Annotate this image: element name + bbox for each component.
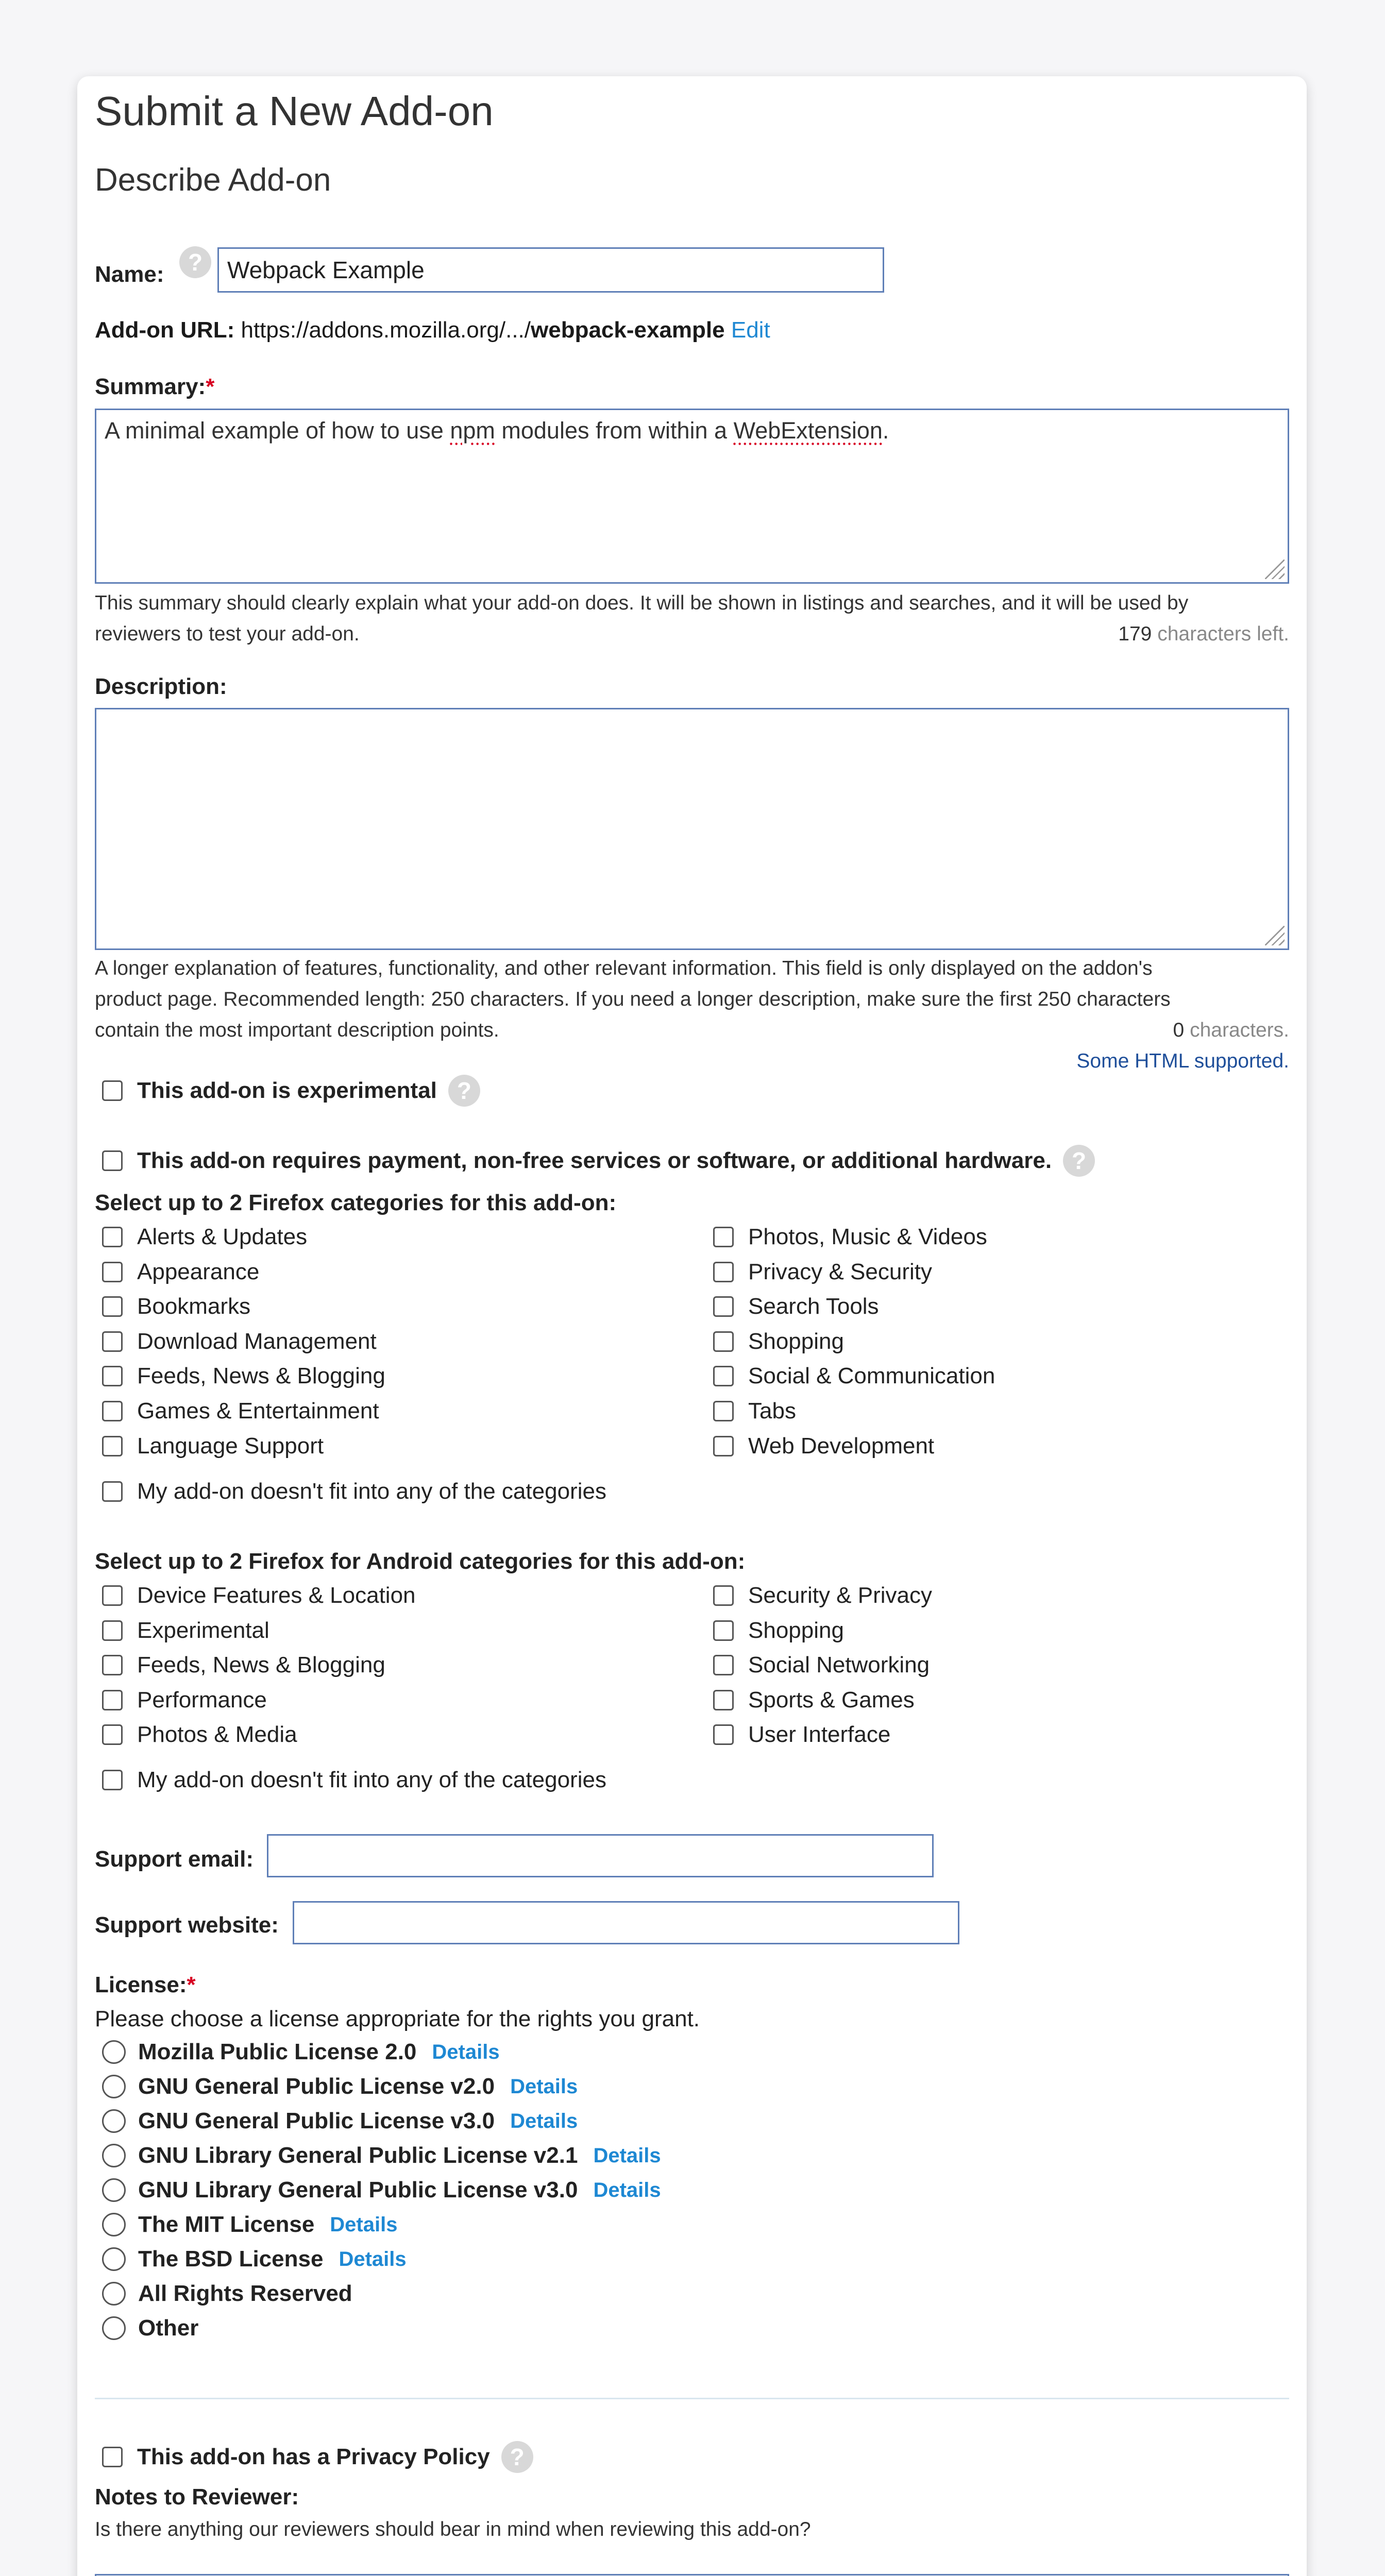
support-website-input[interactable] [293,1901,959,1944]
category-checkbox[interactable] [102,1655,123,1675]
category-label: Performance [137,1687,267,1713]
license-option[interactable] [102,2246,407,2272]
category-checkbox[interactable] [102,1585,123,1606]
firefox-category-row[interactable] [713,1363,995,1389]
category-checkbox[interactable] [713,1620,734,1641]
description-char-count [1173,1015,1289,1046]
license-details-link[interactable]: Details [432,2040,500,2063]
license-radio[interactable] [102,2109,126,2133]
summary-help-line: reviewers to test your add-on. [95,623,360,645]
description-help-text [95,953,1289,1077]
summary-char-count [1118,619,1289,650]
category-checkbox[interactable] [713,1436,734,1456]
addon-url-label: Add-on URL: [95,317,235,343]
license-label: Mozilla Public License 2.0 [138,2039,417,2064]
category-checkbox[interactable] [713,1724,734,1745]
license-label: All Rights Reserved [138,2281,352,2306]
category-label: Privacy & Security [748,1259,932,1284]
license-label: GNU General Public License v3.0 [138,2108,495,2133]
payment-label: This add-on requires payment, non-free services or software, or additional hardware. [137,1148,1052,1173]
category-checkbox[interactable] [102,1770,123,1790]
description-count-value: 0 [1173,1019,1185,1041]
android-category-none[interactable] [102,1767,606,1793]
category-checkbox[interactable] [713,1690,734,1710]
license-label: License: [95,1972,187,1997]
license-radio[interactable] [102,2282,126,2306]
category-checkbox[interactable] [713,1366,734,1386]
payment-checkbox[interactable] [102,1150,123,1171]
firefox-category-row[interactable] [713,1294,879,1319]
experimental-help-icon[interactable]: ? [448,1075,480,1107]
category-label: Photos & Media [137,1722,297,1748]
category-checkbox[interactable] [102,1481,123,1502]
description-count-suffix: characters. [1190,1019,1289,1041]
summary-label-row [95,374,214,400]
firefox-category-row[interactable] [102,1433,324,1459]
firefox-category-row[interactable] [713,1259,932,1285]
license-label: GNU Library General Public License v2.1 [138,2143,578,2168]
category-checkbox[interactable] [102,1366,123,1386]
category-label: Shopping [748,1617,844,1643]
category-checkbox[interactable] [102,1620,123,1641]
license-label: The BSD License [138,2246,324,2272]
category-label: User Interface [748,1722,891,1748]
html-supported-link[interactable]: Some HTML supported. [1076,1050,1289,1072]
summary-text-part: WebExtension [733,417,883,444]
category-label: Photos, Music & Videos [748,1224,987,1249]
firefox-category-none[interactable] [102,1479,606,1504]
page-title: Submit a New Add-on [95,88,494,134]
license-option[interactable] [102,2281,352,2307]
firefox-category-row[interactable] [102,1329,377,1354]
category-label: Feeds, News & Blogging [137,1363,385,1389]
support-website-label: Support website: [95,1912,279,1938]
summary-label: Summary: [95,374,206,399]
license-details-link[interactable]: Details [593,2178,661,2201]
category-checkbox[interactable] [102,1690,123,1710]
license-radio[interactable] [102,2316,126,2340]
category-checkbox[interactable] [102,1262,123,1282]
license-intro: Please choose a license appropriate for the rights you grant. [95,2006,700,2031]
addon-url-row [95,317,770,343]
android-category-row[interactable] [713,1652,930,1678]
category-label: My add-on doesn't fit into any of the categories [137,1767,606,1792]
category-checkbox[interactable] [102,1401,123,1421]
experimental-label: This add-on is experimental [137,1078,437,1103]
notes-label: Notes to Reviewer: [95,2484,299,2510]
license-details-link[interactable]: Details [593,2144,661,2167]
support-email-input[interactable] [267,1834,934,1877]
firefox-category-row[interactable] [713,1398,796,1424]
firefox-category-row[interactable] [713,1433,934,1459]
description-label: Description: [95,674,227,699]
category-label: Web Development [748,1433,935,1459]
category-label: Shopping [748,1328,844,1354]
edit-url-link[interactable]: Edit [731,317,770,343]
summary-text-part: npm [450,417,495,444]
category-label: Social Networking [748,1652,930,1678]
category-label: Appearance [137,1259,260,1284]
privacy-help-icon[interactable]: ? [501,2441,533,2473]
category-label: Feeds, News & Blogging [137,1652,385,1678]
summary-count-suffix: characters left. [1157,623,1289,645]
resize-handle[interactable] [1265,926,1285,945]
android-category-row[interactable] [713,1687,915,1713]
category-checkbox[interactable] [102,1227,123,1247]
category-checkbox[interactable] [102,1296,123,1317]
category-label: Device Features & Location [137,1583,416,1608]
description-textarea[interactable] [95,708,1289,950]
support-email-label: Support email: [95,1846,254,1872]
license-radio[interactable] [102,2213,126,2236]
license-option[interactable] [102,2108,578,2134]
license-details-link[interactable]: Details [339,2247,407,2270]
category-label: My add-on doesn't fit into any of the categories [137,1479,606,1504]
category-label: Tabs [748,1398,796,1423]
divider [95,2398,1289,2399]
license-radio[interactable] [102,2040,126,2064]
category-checkbox[interactable] [713,1401,734,1421]
addon-url-slug: webpack-example [531,317,725,343]
category-label: Security & Privacy [748,1583,932,1608]
android-category-row[interactable] [102,1722,297,1748]
privacy-checkbox[interactable] [102,2447,123,2467]
license-label-row [95,1972,196,1998]
required-mark: * [206,374,215,399]
category-label: Social & Communication [748,1363,995,1389]
firefox-category-row[interactable] [102,1294,250,1319]
firefox-category-row[interactable] [713,1224,987,1250]
addon-url-prefix: https://addons.mozilla.org/.../ [241,317,531,343]
firefox-category-row[interactable] [102,1259,259,1285]
category-label: Games & Entertainment [137,1398,379,1423]
category-checkbox[interactable] [102,1331,123,1352]
summary-text-part: modules from within a [495,417,734,444]
license-option[interactable] [102,2177,661,2203]
notes-question: Is there anything our reviewers should bear in mind when reviewing this add-on? [95,2518,811,2540]
category-label: Bookmarks [137,1294,251,1319]
category-label: Sports & Games [748,1687,915,1713]
category-checkbox[interactable] [713,1262,734,1282]
license-option[interactable] [102,2315,198,2341]
license-details-link[interactable]: Details [510,2109,578,2132]
category-checkbox[interactable] [713,1331,734,1352]
experimental-checkbox-row[interactable] [102,1075,480,1107]
android-category-row[interactable] [102,1652,385,1678]
description-help-line: A longer explanation of features, functionality, and other relevant information. This field is only displayed on the addon's [95,957,1153,979]
summary-textarea[interactable] [95,409,1289,584]
android-category-row[interactable] [713,1583,932,1608]
license-radio[interactable] [102,2247,126,2271]
license-label: GNU Library General Public License v3.0 [138,2177,578,2202]
summary-help-text [95,588,1289,650]
description-help-line: product page. Recommended length: 250 characters. If you need a longer description, make sure the first 250 characters [95,988,1171,1010]
android-category-row[interactable] [713,1618,844,1643]
firefox-category-row[interactable] [102,1224,307,1250]
license-option[interactable] [102,2143,661,2168]
category-checkbox[interactable] [102,1436,123,1456]
android-category-row[interactable] [102,1687,267,1713]
name-label: Name: [95,262,164,287]
submit-addon-card [77,76,1307,2576]
experimental-checkbox[interactable] [102,1080,123,1101]
license-option[interactable] [102,2212,397,2238]
license-details-link[interactable]: Details [330,2213,398,2236]
privacy-checkbox-row[interactable] [102,2441,533,2473]
privacy-label: This add-on has a Privacy Policy [137,2444,490,2469]
required-mark: * [187,1972,196,1997]
notes-textarea[interactable] [95,2574,1289,2576]
license-details-link[interactable]: Details [510,2075,578,2098]
section-title: Describe Add-on [95,162,331,198]
description-help-line: contain the most important description points. [95,1019,499,1041]
summary-help-line: This summary should clearly explain what your add-on does. It will be shown in listings and searches, and it will be used by [95,592,1189,614]
summary-text-part: A minimal example of how to use [105,417,450,444]
category-label: Search Tools [748,1294,879,1319]
android-category-row[interactable] [102,1583,416,1608]
license-radio[interactable] [102,2144,126,2167]
license-option[interactable] [102,2039,500,2065]
category-checkbox[interactable] [713,1296,734,1317]
license-label: GNU General Public License v2.0 [138,2074,495,2099]
license-radio[interactable] [102,2178,126,2202]
license-radio[interactable] [102,2075,126,2098]
android-categories-heading: Select up to 2 Firefox for Android categories for this add-on: [95,1549,746,1574]
name-input[interactable] [217,247,884,293]
summary-text-part: . [882,417,889,444]
name-help-icon[interactable]: ? [179,246,211,278]
firefox-categories-heading: Select up to 2 Firefox categories for this add-on: [95,1190,617,1215]
category-label: Download Management [137,1328,377,1354]
category-checkbox[interactable] [713,1585,734,1606]
category-label: Alerts & Updates [137,1224,308,1249]
firefox-category-row[interactable] [102,1398,379,1424]
category-label: Experimental [137,1617,269,1643]
category-label: Language Support [137,1433,324,1459]
resize-handle[interactable] [1265,560,1285,579]
category-checkbox[interactable] [713,1655,734,1675]
android-category-row[interactable] [102,1618,269,1643]
license-label: Other [138,2315,199,2341]
firefox-category-row[interactable] [713,1329,844,1354]
payment-help-icon[interactable]: ? [1063,1145,1095,1177]
category-checkbox[interactable] [713,1227,734,1247]
android-category-row[interactable] [713,1722,890,1748]
summary-count-value: 179 [1118,623,1152,645]
payment-checkbox-row[interactable] [102,1145,1095,1177]
firefox-category-row[interactable] [102,1363,385,1389]
license-option[interactable] [102,2074,578,2099]
category-checkbox[interactable] [102,1724,123,1745]
license-label: The MIT License [138,2212,315,2237]
